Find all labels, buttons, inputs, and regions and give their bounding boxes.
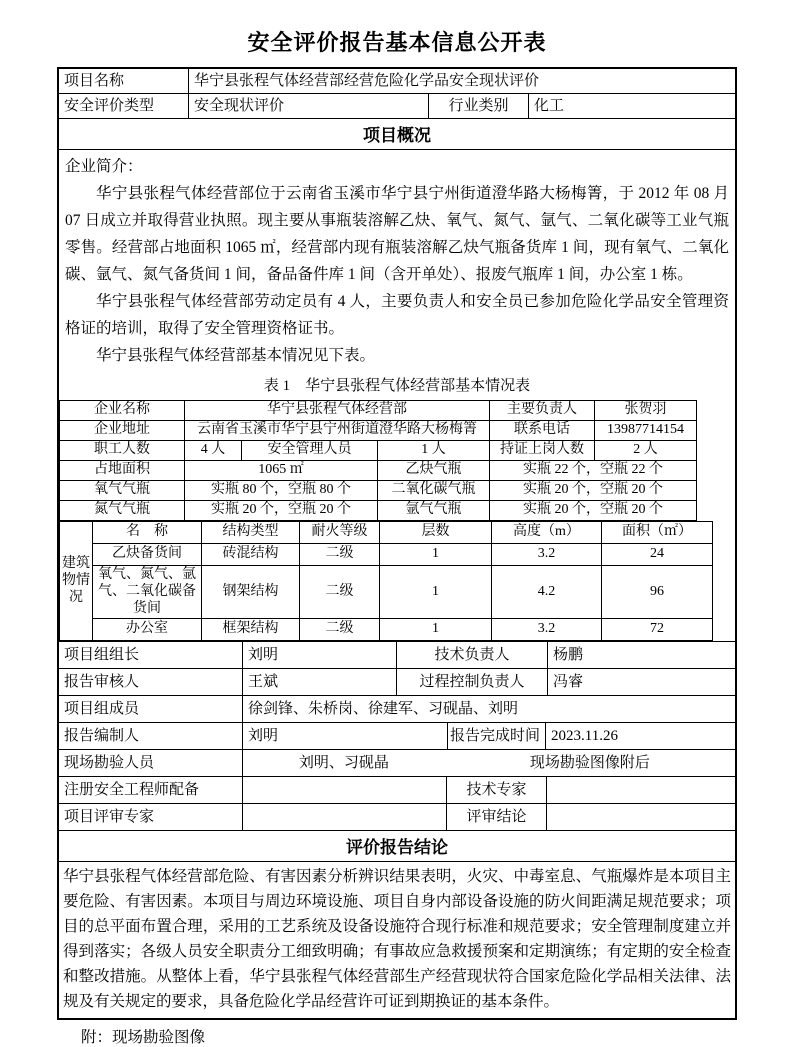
building-name: 氧气、氮气、氩气、二氧化碳备货间 <box>93 566 202 619</box>
conclusion-text: 华宁县张程气体经营部危险、有害因素分析辨识结果表明，火灾、中毒室息、气瓶爆炸是本项目主要危险、有害因素。本项目与周边环境设施、项目自身内部设备设施的防火间距满足规范要求；项目的总平面布置合理，采用的工艺系统及设备设施符合现行标准和规范要求；安全管理制度建立并得到落实；各级人员安全职责分工细致明确；有事故应急救援预案和定期演练；有定期的安全检查和整改措施。从整体上看，华宁县张程气体经营部生产经营现状符合国家危险化学品相关法律、法规及有关规定的要求，具备危险化学品经营许可证到期换证的基本条件。 <box>59 861 735 1018</box>
argon-label: 氩气气瓶 <box>378 501 490 521</box>
review-result-value <box>547 804 735 830</box>
project-leader-value: 刘明 <box>243 642 397 668</box>
finish-date-label: 报告完成时间 <box>448 723 546 749</box>
row-registered-engineer <box>59 776 735 803</box>
building-fire-rating: 二级 <box>300 619 380 641</box>
building-header-height: 高度（m） <box>492 522 602 544</box>
oxygen-label: 氧气气瓶 <box>60 481 185 501</box>
table-row <box>60 441 697 461</box>
acetylene-label: 乙炔气瓶 <box>378 461 490 481</box>
intro-paragraph-3: 华宁县张程气体经营部基本情况见下表。 <box>96 347 376 364</box>
industry-value: 化工 <box>534 97 565 114</box>
building-header-area: 面积（㎡） <box>602 522 713 544</box>
row-report-author <box>59 722 735 749</box>
finish-date-value: 2023.11.26 <box>551 728 618 745</box>
industry-label: 行业类别 <box>429 94 529 118</box>
principal-label: 主要负责人 <box>490 401 595 421</box>
table-row <box>60 566 713 619</box>
review-expert-label: 项目评审专家 <box>59 804 243 830</box>
nitrogen-label: 氮气气瓶 <box>60 501 185 521</box>
building-floors: 1 <box>380 544 492 566</box>
building-floors: 1 <box>380 619 492 641</box>
certified-label: 持证上岗人数 <box>490 441 595 461</box>
report-page <box>0 26 793 1047</box>
registered-engineer-value <box>243 777 447 803</box>
site-survey-value <box>243 750 735 776</box>
project-name-value: 华宁县张程气体经营部经营危险化学品安全现状评价 <box>194 72 540 89</box>
report-author-label: 报告编制人 <box>59 723 243 749</box>
project-name-label: 项目名称 <box>59 69 189 93</box>
report-reviewer-label: 报告审核人 <box>59 669 243 695</box>
building-header-name: 名 称 <box>93 522 202 544</box>
row-project-leader <box>59 641 735 668</box>
main-table <box>57 67 737 1020</box>
eval-type-value: 安全现状评价 <box>189 94 429 118</box>
site-survey-note: 现场勘验图像附后 <box>529 755 650 772</box>
page-title: 安全评价报告基本信息公开表 <box>247 30 547 55</box>
review-result-label: 评审结论 <box>447 804 547 830</box>
building-floors: 1 <box>380 566 492 619</box>
buildings-side-label: 建筑物情况 <box>60 522 93 641</box>
table-row <box>60 481 697 501</box>
row-team-members <box>59 695 735 722</box>
building-structure: 钢架结构 <box>202 566 300 619</box>
company-basic-info-table <box>59 400 697 521</box>
area-value: 1065 ㎡ <box>185 461 378 481</box>
table-row <box>60 401 697 421</box>
tech-expert-value <box>547 777 735 803</box>
argon-value: 实瓶 20 个，空瓶 20 个 <box>490 501 697 521</box>
overview-cell <box>59 149 735 641</box>
safety-mgr-value: 1 人 <box>378 441 490 461</box>
building-header-floors: 层数 <box>380 522 492 544</box>
address-label: 企业地址 <box>60 421 185 441</box>
tech-lead-label: 技术负责人 <box>397 642 548 668</box>
review-expert-value <box>243 804 447 830</box>
row-report-reviewer <box>59 668 735 695</box>
building-height: 3.2 <box>492 544 602 566</box>
building-area: 24 <box>602 544 713 566</box>
staff-value: 4 人 <box>185 441 242 461</box>
safety-mgr-label: 安全管理人员 <box>242 441 378 461</box>
building-structure: 砖混结构 <box>202 544 300 566</box>
table-row <box>60 461 697 481</box>
company-name-value: 华宁县张程气体经营部 <box>185 401 490 421</box>
oxygen-value: 实瓶 80 个，空瓶 80 个 <box>185 481 378 501</box>
eval-type-label: 安全评价类型 <box>59 94 189 118</box>
row-project-name <box>59 69 735 93</box>
company-name-label: 企业名称 <box>60 401 185 421</box>
area-label: 占地面积 <box>60 461 185 481</box>
building-name: 乙炔备货间 <box>93 544 202 566</box>
table-row <box>60 421 697 441</box>
phone-value: 13987714154 <box>595 421 697 441</box>
building-height: 3.2 <box>492 619 602 641</box>
phone-label: 联系电话 <box>490 421 595 441</box>
team-members-label: 项目组成员 <box>59 696 243 722</box>
site-survey-label: 现场勘验人员 <box>59 750 243 776</box>
intro-paragraph-1: 华宁县张程气体经营部位于云南省玉溪市华宁县宁州街道澄华路大杨梅箐，于 2012 年 08 月 07 日成立并取得营业执照。现主要从事瓶装溶解乙炔、氧气、氮气、氩气、二氧化碳等工业气瓶零售。经营部占地面积 1065 ㎡，经营部内现有瓶装溶解乙炔气瓶备货库 1 间，现有氧气、二氧化碳、氩气、氮气备货间 1 间，备品备件库 1 间（含开单处）、报废气瓶库 1 间，办公室 1 栋。 <box>65 185 729 283</box>
building-name: 办公室 <box>93 619 202 641</box>
tech-lead-value: 杨鹏 <box>553 647 584 664</box>
process-control-value: 冯睿 <box>553 674 584 691</box>
team-members-value: 徐剑锋、朱桥岗、徐建军、习砚晶、刘明 <box>248 701 519 718</box>
row-review-expert <box>59 803 735 830</box>
row-site-survey <box>59 749 735 776</box>
table-row <box>60 522 713 544</box>
table-row <box>60 501 697 521</box>
address-value: 云南省玉溪市华宁县宁州街道澄华路大杨梅箐 <box>185 421 490 441</box>
nitrogen-value: 实瓶 20 个，空瓶 20 个 <box>185 501 378 521</box>
row-eval-type <box>59 93 735 118</box>
principal-value: 张贺羽 <box>595 401 697 421</box>
building-header-structure: 结构类型 <box>202 522 300 544</box>
certified-value: 2 人 <box>595 441 697 461</box>
table1-caption: 表 1 华宁县张程气体经营部基本情况表 <box>263 378 531 394</box>
tech-expert-label: 技术专家 <box>447 777 547 803</box>
report-reviewer-value: 王斌 <box>243 669 397 695</box>
table-row <box>60 544 713 566</box>
attachment-note: 附：现场勘验图像 <box>81 1029 206 1047</box>
staff-label: 职工人数 <box>60 441 185 461</box>
intro-paragraph-2: 华宁县张程气体经营部劳动定员有 4 人，主要负责人和安全员已参加危险化学品安全管理资格证的培训，取得了安全管理资格证书。 <box>65 293 729 337</box>
co2-value: 实瓶 20 个，空瓶 20 个 <box>490 481 697 501</box>
building-fire-rating: 二级 <box>300 544 380 566</box>
site-survey-staff: 刘明、习砚晶 <box>298 755 389 772</box>
building-structure: 框架结构 <box>202 619 300 641</box>
registered-engineer-label: 注册安全工程师配备 <box>59 777 243 803</box>
co2-label: 二氧化碳气瓶 <box>378 481 490 501</box>
building-area: 72 <box>602 619 713 641</box>
intro-label: 企业简介： <box>65 158 143 175</box>
company-intro <box>59 150 735 369</box>
building-area: 96 <box>602 566 713 619</box>
conclusion-section-header: 评价报告结论 <box>59 830 735 861</box>
process-control-label: 过程控制负责人 <box>397 669 548 695</box>
building-height: 4.2 <box>492 566 602 619</box>
project-leader-label: 项目组组长 <box>59 642 243 668</box>
building-header-fire-rating: 耐火等级 <box>300 522 380 544</box>
table-row <box>60 619 713 641</box>
building-fire-rating: 二级 <box>300 566 380 619</box>
report-author-value: 刘明 <box>243 723 448 749</box>
acetylene-value: 实瓶 22 个，空瓶 22 个 <box>490 461 697 481</box>
overview-section-header: 项目概况 <box>59 118 735 149</box>
buildings-table <box>59 521 713 641</box>
